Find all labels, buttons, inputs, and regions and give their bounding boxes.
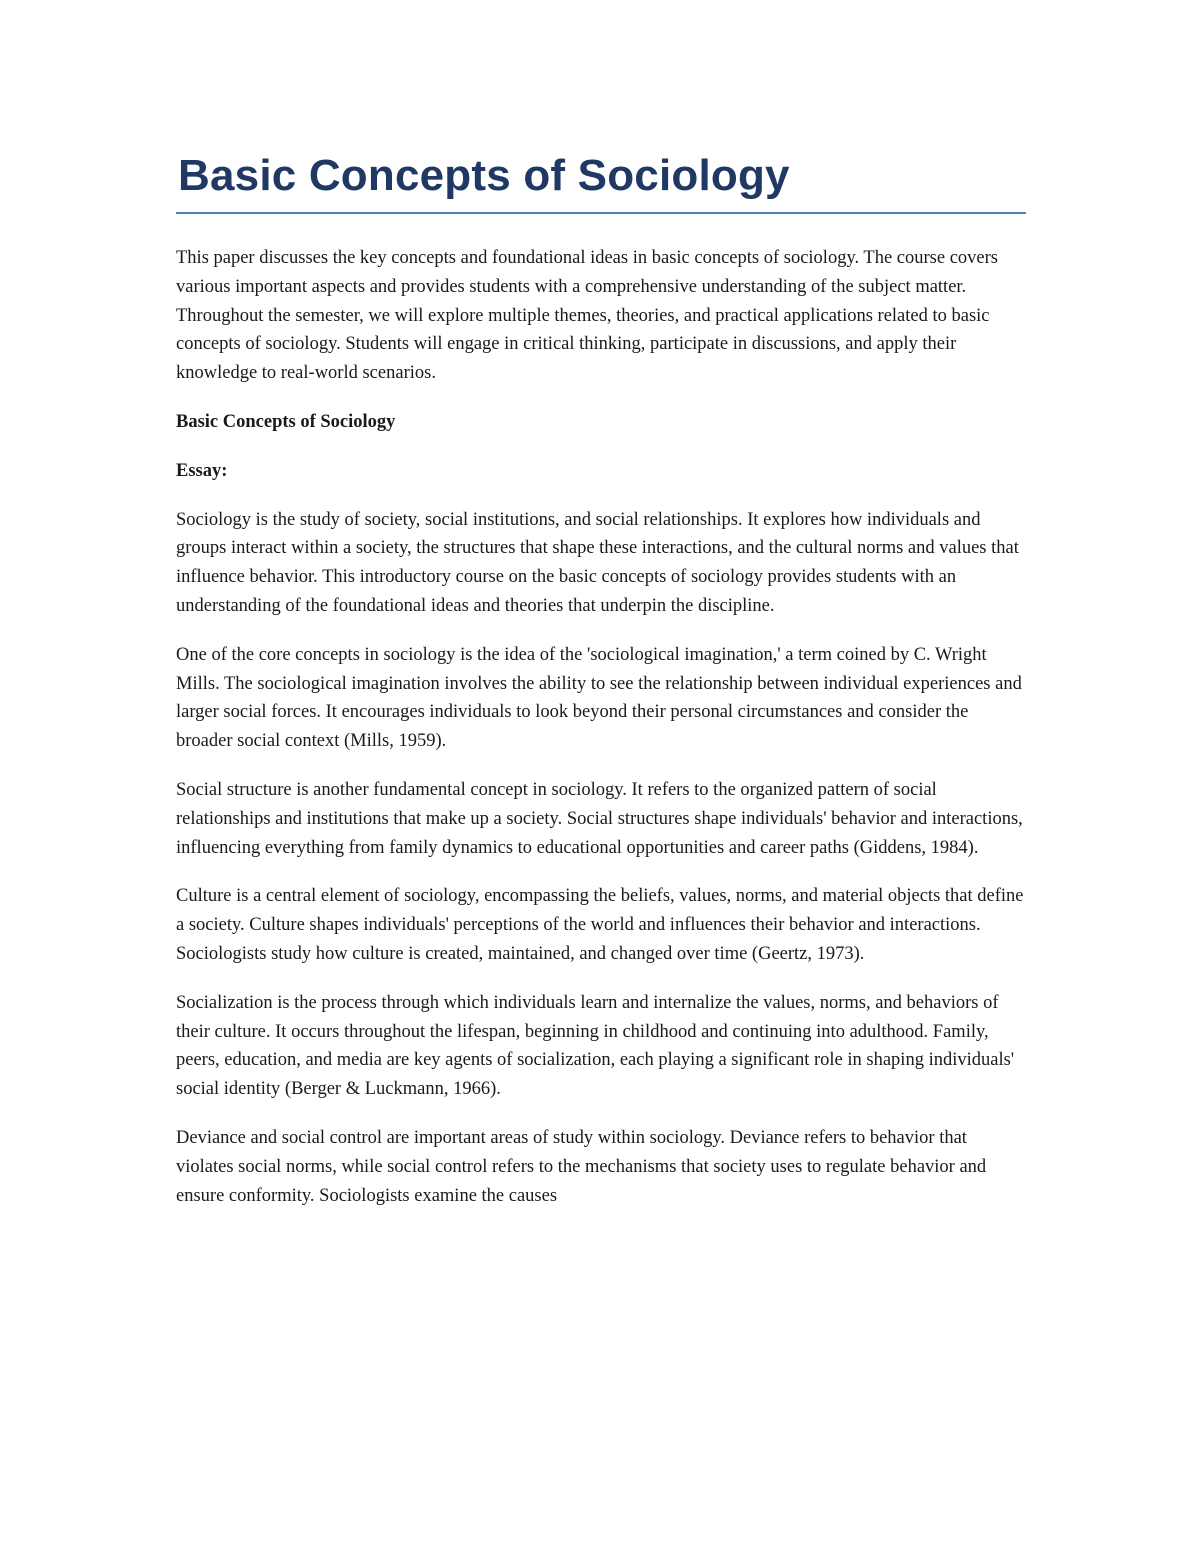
document-body [176, 146, 1026, 1230]
essay-paragraph: Deviance and social control are important areas of study within sociology. Deviance refers to behavior that violates social norms, while social control refers to the mechanisms that society uses to regulate behavior and ensure conformity. Sociologists examine the causes [176, 1127, 987, 1206]
essay-paragraph: Socialization is the process through which individuals learn and internalize the values, norms, and behaviors of their culture. It occurs throughout the lifespan, beginning in childhood and continuing into adulthood. Family, peers, education, and media are key agents of socialization, each playing a significant role in shaping individuals' social identity (Berger & Luckmann, 1966). [176, 992, 1015, 1100]
essay-paragraph: Social structure is another fundamental concept in sociology. It refers to the organized pattern of social relationships and institutions that make up a society. Social structures shape individuals' behavior and interactions, influencing everything from family dynamics to educational opportunities and career paths (Giddens, 1984). [176, 779, 1023, 858]
title-underline-divider [176, 212, 1026, 214]
essay-paragraph: Sociology is the study of society, social institutions, and social relationships. It explores how individuals and groups interact within a society, the structures that shape these interactions, and the cultural norms and values that influence behavior. This introductory course on the basic concepts of sociology provides students with an understanding of the foundational ideas and theories that underpin the discipline. [176, 509, 1019, 616]
intro-paragraph: This paper discusses the key concepts and foundational ideas in basic concepts of sociology. The course covers various important aspects and provides students with a comprehensive understanding of the subject matter. Throughout the semester, we will explore multiple themes, theories, and practical applications related to basic concepts of sociology. Students will engage in critical thinking, participate in discussions, and apply their knowledge to real-world scenarios. [176, 248, 998, 384]
essay-paragraph: One of the core concepts in sociology is the idea of the 'sociological imagination,' a term coined by C. Wright Mills. The sociological imagination involves the ability to see the relationship between individual experiences and larger social forces. It encourages individuals to look beyond their personal circumstances and consider the broader social context (Mills, 1959). [176, 644, 1022, 752]
section-heading: Basic Concepts of Sociology [176, 411, 396, 432]
essay-paragraph: Culture is a central element of sociology, encompassing the beliefs, values, norms, and material objects that define a society. Culture shapes individuals' perceptions of the world and influences their behavior and interactions. Sociologists study how culture is created, maintained, and changed over time (Geertz, 1973). [176, 886, 1024, 964]
document-title: Basic Concepts of Sociology [178, 151, 790, 200]
essay-label: Essay: [176, 460, 228, 481]
